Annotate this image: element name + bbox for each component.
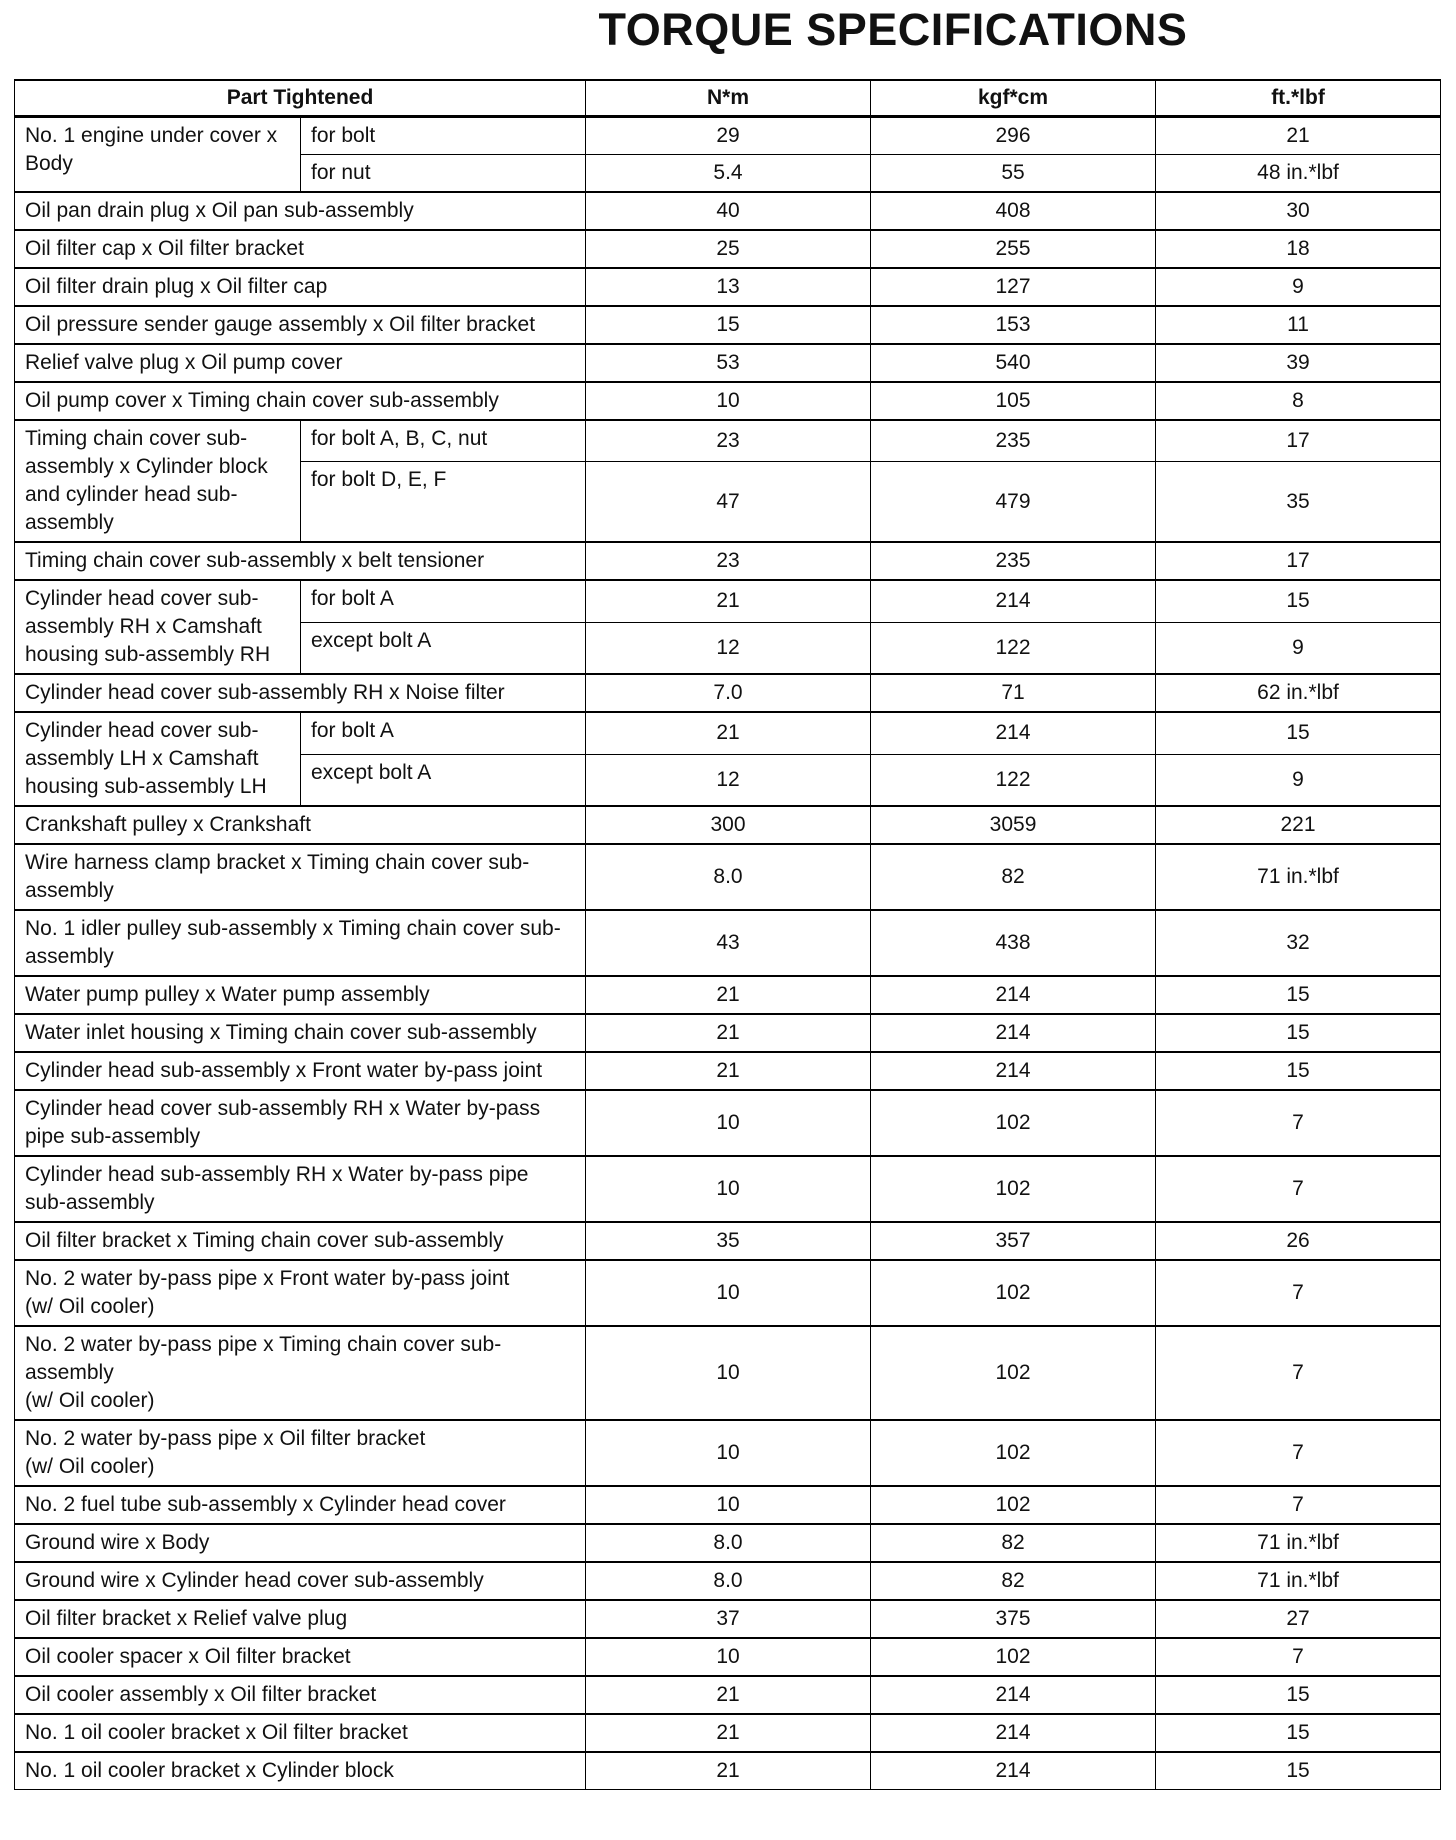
- table-row: [15, 844, 1441, 910]
- ft-value-cell: 9: [1156, 268, 1441, 306]
- condition-cell: except bolt A: [301, 754, 586, 806]
- part-cell: Water pump pulley x Water pump assembly: [15, 976, 586, 1014]
- table-row: [15, 1600, 1441, 1638]
- part-cell: Cylinder head sub-assembly x Front water by-pass joint: [15, 1052, 586, 1090]
- kgf-value-cell: 102: [871, 1090, 1156, 1156]
- nm-value-cell: 37: [586, 1600, 871, 1638]
- nm-value-cell: 53: [586, 344, 871, 382]
- table-row: [15, 1638, 1441, 1676]
- condition-cell: for nut: [301, 155, 586, 193]
- ft-value-cell: 9: [1156, 754, 1441, 806]
- ft-value-cell: 17: [1156, 420, 1441, 462]
- kgf-value-cell: 357: [871, 1222, 1156, 1260]
- part-cell: Cylinder head sub-assembly RH x Water by-pass pipe sub-assembly: [15, 1156, 586, 1222]
- ft-value-cell: 71 in.*lbf: [1156, 1524, 1441, 1562]
- ft-value-cell: 8: [1156, 382, 1441, 420]
- part-cell: Cylinder head cover sub-assembly LH x Camshaft housing sub-assembly LH: [15, 712, 301, 806]
- condition-cell: for bolt D, E, F: [301, 462, 586, 542]
- ft-value-cell: 9: [1156, 622, 1441, 674]
- ft-value-cell: 15: [1156, 1752, 1441, 1790]
- nm-value-cell: 300: [586, 806, 871, 844]
- condition-cell: for bolt A: [301, 712, 586, 754]
- ft-value-cell: 15: [1156, 1714, 1441, 1752]
- kgf-value-cell: 214: [871, 1752, 1156, 1790]
- part-cell: Oil pan drain plug x Oil pan sub-assembly: [15, 192, 586, 230]
- kgf-value-cell: 214: [871, 1052, 1156, 1090]
- kgf-value-cell: 479: [871, 462, 1156, 542]
- part-cell: Cylinder head cover sub-assembly RH x Camshaft housing sub-assembly RH: [15, 580, 301, 674]
- nm-value-cell: 10: [586, 1260, 871, 1326]
- part-cell: Oil filter bracket x Timing chain cover sub-assembly: [15, 1222, 586, 1260]
- ft-value-cell: 7: [1156, 1156, 1441, 1222]
- part-cell: Relief valve plug x Oil pump cover: [15, 344, 586, 382]
- table-row: [15, 1156, 1441, 1222]
- ft-value-cell: 62 in.*lbf: [1156, 674, 1441, 712]
- table-row: [15, 117, 1441, 155]
- table-row: [15, 806, 1441, 844]
- nm-value-cell: 21: [586, 712, 871, 754]
- nm-value-cell: 12: [586, 622, 871, 674]
- kgf-value-cell: 82: [871, 1562, 1156, 1600]
- kgf-value-cell: 102: [871, 1638, 1156, 1676]
- kgf-value-cell: 438: [871, 910, 1156, 976]
- kgf-value-cell: 127: [871, 268, 1156, 306]
- torque-table: [14, 79, 1441, 1790]
- nm-value-cell: 21: [586, 976, 871, 1014]
- nm-value-cell: 12: [586, 754, 871, 806]
- nm-value-cell: 43: [586, 910, 871, 976]
- table-header-row: [15, 80, 1441, 117]
- header-ftlbf: ft.*lbf: [1156, 80, 1441, 117]
- ft-value-cell: 26: [1156, 1222, 1441, 1260]
- kgf-value-cell: 102: [871, 1486, 1156, 1524]
- ft-value-cell: 7: [1156, 1090, 1441, 1156]
- kgf-value-cell: 102: [871, 1260, 1156, 1326]
- table-row: [15, 1752, 1441, 1790]
- part-cell: Oil pump cover x Timing chain cover sub-assembly: [15, 382, 586, 420]
- kgf-value-cell: 122: [871, 622, 1156, 674]
- condition-cell: for bolt A: [301, 580, 586, 622]
- part-cell: Timing chain cover sub-assembly x belt tensioner: [15, 542, 586, 580]
- table-row: [15, 712, 1441, 754]
- table-row: [15, 1260, 1441, 1326]
- part-cell: Ground wire x Body: [15, 1524, 586, 1562]
- kgf-value-cell: 214: [871, 1014, 1156, 1052]
- kgf-value-cell: 540: [871, 344, 1156, 382]
- part-cell: Wire harness clamp bracket x Timing chain cover sub-assembly: [15, 844, 586, 910]
- table-row: [15, 1090, 1441, 1156]
- part-cell: No. 1 engine under cover x Body: [15, 117, 301, 193]
- table-row: [15, 420, 1441, 462]
- table-row: [15, 580, 1441, 622]
- kgf-value-cell: 71: [871, 674, 1156, 712]
- nm-value-cell: 21: [586, 1014, 871, 1052]
- condition-cell: for bolt A, B, C, nut: [301, 420, 586, 462]
- part-cell: No. 1 oil cooler bracket x Cylinder block: [15, 1752, 586, 1790]
- table-row: [15, 382, 1441, 420]
- ft-value-cell: 30: [1156, 192, 1441, 230]
- nm-value-cell: 21: [586, 1676, 871, 1714]
- ft-value-cell: 7: [1156, 1326, 1441, 1420]
- part-cell: No. 1 oil cooler bracket x Oil filter bracket: [15, 1714, 586, 1752]
- table-row: [15, 306, 1441, 344]
- part-cell: No. 2 water by-pass pipe x Oil filter bracket (w/ Oil cooler): [15, 1420, 586, 1486]
- nm-value-cell: 25: [586, 230, 871, 268]
- nm-value-cell: 21: [586, 1714, 871, 1752]
- kgf-value-cell: 408: [871, 192, 1156, 230]
- table-row: [15, 1326, 1441, 1420]
- part-cell: Oil cooler spacer x Oil filter bracket: [15, 1638, 586, 1676]
- part-cell: Oil filter drain plug x Oil filter cap: [15, 268, 586, 306]
- kgf-value-cell: 214: [871, 1714, 1156, 1752]
- table-row: [15, 230, 1441, 268]
- table-row: [15, 1420, 1441, 1486]
- ft-value-cell: 15: [1156, 976, 1441, 1014]
- table-row: [15, 1524, 1441, 1562]
- kgf-value-cell: 296: [871, 117, 1156, 155]
- table-row: [15, 1052, 1441, 1090]
- kgf-value-cell: 255: [871, 230, 1156, 268]
- kgf-value-cell: 235: [871, 542, 1156, 580]
- table-row: [15, 1486, 1441, 1524]
- nm-value-cell: 23: [586, 542, 871, 580]
- kgf-value-cell: 153: [871, 306, 1156, 344]
- kgf-value-cell: 102: [871, 1420, 1156, 1486]
- nm-value-cell: 21: [586, 580, 871, 622]
- ft-value-cell: 7: [1156, 1486, 1441, 1524]
- nm-value-cell: 15: [586, 306, 871, 344]
- ft-value-cell: 71 in.*lbf: [1156, 844, 1441, 910]
- kgf-value-cell: 102: [871, 1326, 1156, 1420]
- kgf-value-cell: 375: [871, 1600, 1156, 1638]
- kgf-value-cell: 235: [871, 420, 1156, 462]
- ft-value-cell: 39: [1156, 344, 1441, 382]
- ft-value-cell: 15: [1156, 1676, 1441, 1714]
- nm-value-cell: 23: [586, 420, 871, 462]
- table-row: [15, 1014, 1441, 1052]
- nm-value-cell: 10: [586, 1090, 871, 1156]
- nm-value-cell: 10: [586, 1638, 871, 1676]
- nm-value-cell: 8.0: [586, 1562, 871, 1600]
- ft-value-cell: 35: [1156, 462, 1441, 542]
- kgf-value-cell: 102: [871, 1156, 1156, 1222]
- part-cell: No. 2 water by-pass pipe x Timing chain cover sub-assembly (w/ Oil cooler): [15, 1326, 586, 1420]
- ft-value-cell: 18: [1156, 230, 1441, 268]
- table-row: [15, 976, 1441, 1014]
- part-cell: No. 2 fuel tube sub-assembly x Cylinder head cover: [15, 1486, 586, 1524]
- kgf-value-cell: 105: [871, 382, 1156, 420]
- condition-cell: except bolt A: [301, 622, 586, 674]
- ft-value-cell: 15: [1156, 712, 1441, 754]
- part-cell: Oil filter bracket x Relief valve plug: [15, 1600, 586, 1638]
- table-row: [15, 1714, 1441, 1752]
- nm-value-cell: 10: [586, 1420, 871, 1486]
- ft-value-cell: 7: [1156, 1420, 1441, 1486]
- nm-value-cell: 8.0: [586, 1524, 871, 1562]
- part-cell: Oil filter cap x Oil filter bracket: [15, 230, 586, 268]
- nm-value-cell: 10: [586, 1156, 871, 1222]
- kgf-value-cell: 214: [871, 580, 1156, 622]
- ft-value-cell: 71 in.*lbf: [1156, 1562, 1441, 1600]
- nm-value-cell: 40: [586, 192, 871, 230]
- ft-value-cell: 15: [1156, 580, 1441, 622]
- nm-value-cell: 8.0: [586, 844, 871, 910]
- part-cell: Ground wire x Cylinder head cover sub-assembly: [15, 1562, 586, 1600]
- ft-value-cell: 21: [1156, 117, 1441, 155]
- ft-value-cell: 11: [1156, 306, 1441, 344]
- table-row: [15, 1676, 1441, 1714]
- nm-value-cell: 10: [586, 1326, 871, 1420]
- table-row: [15, 344, 1441, 382]
- part-cell: Timing chain cover sub-assembly x Cylinder block and cylinder head sub-assembly: [15, 420, 301, 542]
- kgf-value-cell: 214: [871, 1676, 1156, 1714]
- page-title: TORQUE SPECIFICATIONS: [598, 4, 1188, 55]
- condition-cell: for bolt: [301, 117, 586, 155]
- part-cell: Cylinder head cover sub-assembly RH x Water by-pass pipe sub-assembly: [15, 1090, 586, 1156]
- kgf-value-cell: 214: [871, 976, 1156, 1014]
- ft-value-cell: 48 in.*lbf: [1156, 155, 1441, 193]
- table-row: [15, 542, 1441, 580]
- part-cell: No. 2 water by-pass pipe x Front water by-pass joint (w/ Oil cooler): [15, 1260, 586, 1326]
- kgf-value-cell: 122: [871, 754, 1156, 806]
- table-row: [15, 1562, 1441, 1600]
- part-cell: Oil pressure sender gauge assembly x Oil filter bracket: [15, 306, 586, 344]
- nm-value-cell: 5.4: [586, 155, 871, 193]
- nm-value-cell: 29: [586, 117, 871, 155]
- kgf-value-cell: 82: [871, 844, 1156, 910]
- ft-value-cell: 17: [1156, 542, 1441, 580]
- ft-value-cell: 27: [1156, 1600, 1441, 1638]
- header-part: Part Tightened: [15, 80, 586, 117]
- table-row: [15, 674, 1441, 712]
- ft-value-cell: 15: [1156, 1014, 1441, 1052]
- nm-value-cell: 21: [586, 1752, 871, 1790]
- nm-value-cell: 47: [586, 462, 871, 542]
- ft-value-cell: 7: [1156, 1638, 1441, 1676]
- kgf-value-cell: 3059: [871, 806, 1156, 844]
- part-cell: Water inlet housing x Timing chain cover sub-assembly: [15, 1014, 586, 1052]
- header-nm: N*m: [586, 80, 871, 117]
- table-row: [15, 1222, 1441, 1260]
- nm-value-cell: 10: [586, 1486, 871, 1524]
- nm-value-cell: 35: [586, 1222, 871, 1260]
- part-cell: No. 1 idler pulley sub-assembly x Timing chain cover sub-assembly: [15, 910, 586, 976]
- ft-value-cell: 221: [1156, 806, 1441, 844]
- ft-value-cell: 7: [1156, 1260, 1441, 1326]
- ft-value-cell: 32: [1156, 910, 1441, 976]
- table-row: [15, 268, 1441, 306]
- nm-value-cell: 21: [586, 1052, 871, 1090]
- nm-value-cell: 13: [586, 268, 871, 306]
- ft-value-cell: 15: [1156, 1052, 1441, 1090]
- header-kgfcm: kgf*cm: [871, 80, 1156, 117]
- part-cell: Cylinder head cover sub-assembly RH x Noise filter: [15, 674, 586, 712]
- kgf-value-cell: 214: [871, 712, 1156, 754]
- kgf-value-cell: 55: [871, 155, 1156, 193]
- nm-value-cell: 7.0: [586, 674, 871, 712]
- nm-value-cell: 10: [586, 382, 871, 420]
- table-row: [15, 192, 1441, 230]
- table-row: [15, 910, 1441, 976]
- part-cell: Crankshaft pulley x Crankshaft: [15, 806, 586, 844]
- part-cell: Oil cooler assembly x Oil filter bracket: [15, 1676, 586, 1714]
- kgf-value-cell: 82: [871, 1524, 1156, 1562]
- table-body: [15, 117, 1441, 1790]
